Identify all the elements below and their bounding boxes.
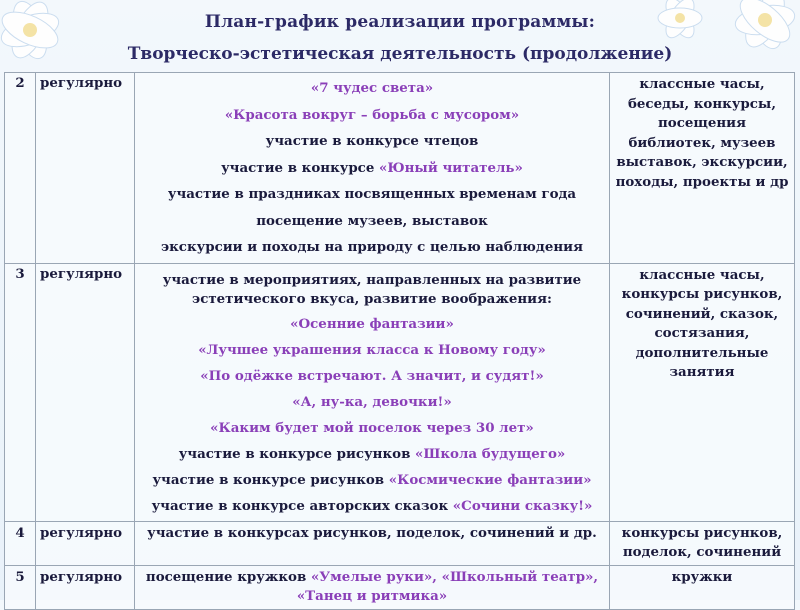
activity-item — [139, 363, 605, 389]
row-number: 4 — [5, 521, 36, 565]
row-frequency: регулярно — [36, 565, 135, 609]
plan-table — [4, 72, 795, 610]
row-number: 3 — [5, 263, 36, 521]
activity-item — [139, 415, 605, 441]
activity-highlight: «Каким будет мой поселок через 30 лет» — [210, 419, 534, 436]
row-forms: конкурсы рисунков, поделок, сочинений — [610, 521, 795, 565]
page-title: План-график реализации программы: — [204, 12, 596, 32]
activity-item — [139, 337, 605, 363]
row-activities — [135, 263, 610, 521]
page-subtitle: Творческо-эстетическая деятельность (продолжение) — [127, 44, 673, 64]
row-activities — [135, 565, 610, 609]
activity-item: экскурсии и походы на природу с целью наблюдения — [160, 239, 583, 255]
activity-item — [139, 102, 605, 129]
row-number: 5 — [5, 565, 36, 609]
activity-highlight: «Сочини сказку!» — [452, 497, 593, 514]
row-frequency: регулярно — [36, 521, 135, 565]
table-row — [5, 521, 795, 565]
activity-highlight: «Космические фантазии» — [388, 471, 592, 488]
activity-highlight: «Школа будущего» — [415, 445, 566, 462]
activity-item: посещение музеев, выставок — [256, 212, 488, 229]
table-row — [5, 263, 795, 521]
table-row — [5, 565, 795, 609]
activity-item — [139, 75, 605, 102]
row-activities — [135, 73, 610, 264]
activity-highlight: «Осенние фантазии» — [290, 315, 454, 332]
activity-highlight: «А, ну-ка, девочки!» — [292, 393, 452, 410]
activity-item: участие в мероприятиях, направленных на развитие эстетического вкуса, развитие воображения: — [162, 271, 582, 307]
activity-item: участие в конкурсах рисунков, поделок, сочинений и др. — [147, 524, 597, 541]
activity-highlight: «Умелые руки», «Школьный театр», «Танец и ритмика» — [296, 568, 599, 604]
activity-highlight: «Юный читатель» — [379, 159, 523, 176]
activity-item: участие в конкурсе рисунков «Космические фантазии» — [152, 471, 592, 488]
activity-item — [139, 389, 605, 415]
activity-item: участие в конкурсе рисунков «Школа будущего» — [178, 445, 566, 462]
row-frequency: регулярно — [36, 263, 135, 521]
row-forms: классные часы, беседы, конкурсы, посещения библиотек, музеев выставок, экскурсии, походы, проекты и др — [610, 73, 795, 264]
row-frequency: регулярно — [36, 73, 135, 264]
activity-item: участие в праздниках посвященных временам года — [167, 186, 577, 202]
activity-highlight: «7 чудес света» — [310, 80, 434, 96]
activity-item: участие в конкурсе «Юный читатель» — [221, 159, 523, 176]
row-number: 2 — [5, 73, 36, 264]
activity-highlight: «По одёжке встречают. А значит, и судят!» — [200, 367, 544, 384]
row-forms: классные часы, конкурсы рисунков, сочинений, сказок, состязания, дополнительные занятия — [610, 263, 795, 521]
activity-highlight: «Лучшее украшения класса к Новому году» — [198, 341, 546, 358]
row-activities — [135, 521, 610, 565]
header — [0, 0, 800, 70]
activity-item — [139, 311, 605, 337]
row-forms: кружки — [610, 565, 795, 609]
table-row — [5, 73, 795, 264]
activity-item: участие в конкурсе чтецов — [265, 133, 479, 149]
activity-item: посещение кружков «Умелые руки», «Школьный театр», «Танец и ритмика» — [145, 568, 599, 604]
activity-item: участие в конкурсе авторских сказок «Сочини сказку!» — [151, 497, 593, 514]
activity-highlight: «Красота вокруг – борьба с мусором» — [224, 106, 520, 123]
